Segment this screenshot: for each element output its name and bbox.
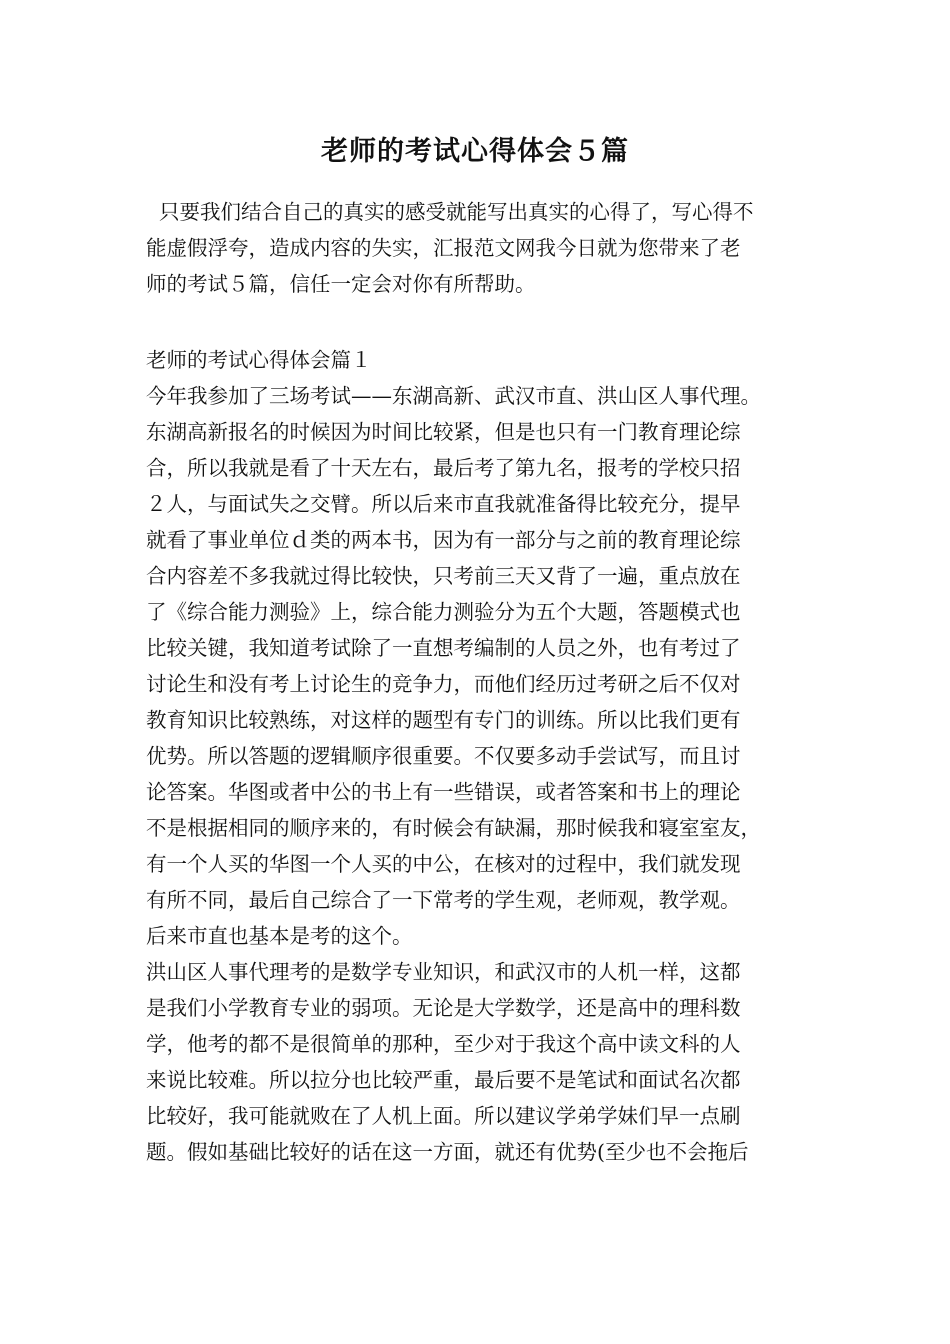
body-line: 有一个人买的华图一个人买的中公，在核对的过程中，我们就发现 xyxy=(146,852,741,876)
intro-paragraph xyxy=(146,194,826,302)
body-line: 讨论生和没有考上讨论生的竞争力，而他们经历过考研之后不仅对 xyxy=(146,672,741,696)
body-line: 比较好，我可能就败在了人机上面。所以建议学弟学妹们早一点刷 xyxy=(146,1104,741,1128)
body-line: 合内容差不多我就过得比较快，只考前三天又背了一遍，重点放在 xyxy=(146,564,741,588)
body-line: 后来市直也基本是考的这个。 xyxy=(146,924,413,948)
body-line: 优势。所以答题的逻辑顺序很重要。不仅要多动手尝试写，而且讨 xyxy=(146,744,741,768)
section-heading: 老师的考试心得体会篇１ xyxy=(146,348,372,372)
body-line: 论答案。华图或者中公的书上有一些错误，或者答案和书上的理论 xyxy=(146,780,741,804)
section-1 xyxy=(146,342,826,1170)
body-line: 不是根据相同的顺序来的，有时候会有缺漏，那时候我和寝室室友， xyxy=(146,816,761,840)
intro-line: 能虚假浮夸，造成内容的失实，汇报范文网我今日就为您带来了老 xyxy=(146,236,741,260)
intro-line: 师的考试５篇，信任一定会对你有所帮助。 xyxy=(146,272,536,296)
body-line: 洪山区人事代理考的是数学专业知识，和武汉市的人机一样，这都 xyxy=(146,960,741,984)
body-line: 题。假如基础比较好的话在这一方面，就还有优势(至少也不会拖后 xyxy=(146,1140,749,1164)
body-line: 今年我参加了三场考试——东湖高新、武汉市直、洪山区人事代理。 xyxy=(146,384,761,408)
body-line: 学，他考的都不是很简单的那种，至少对于我这个高中读文科的人 xyxy=(146,1032,741,1056)
body-line: 合，所以我就是看了十天左右，最后考了第九名，报考的学校只招 xyxy=(146,456,741,480)
body-line: 教育知识比较熟练，对这样的题型有专门的训练。所以比我们更有 xyxy=(146,708,741,732)
body-line: 就看了事业单位ｄ类的两本书，因为有一部分与之前的教育理论综 xyxy=(146,528,741,552)
body-line: 比较关键，我知道考试除了一直想考编制的人员之外，也有考过了 xyxy=(146,636,741,660)
document-title: 老师的考试心得体会５篇 xyxy=(321,136,629,167)
body-line: 来说比较难。所以拉分也比较严重，最后要不是笔试和面试名次都 xyxy=(146,1068,741,1092)
body-line: 有所不同，最后自己综合了一下常考的学生观，老师观，教学观。 xyxy=(146,888,741,912)
body-line: 了《综合能力测验》上，综合能力测验分为五个大题，答题模式也 xyxy=(146,600,741,624)
body-line: 是我们小学教育专业的弱项。无论是大学数学，还是高中的理科数 xyxy=(146,996,741,1020)
body-line: 东湖高新报名的时候因为时间比较紧，但是也只有一门教育理论综 xyxy=(146,420,741,444)
intro-line: 只要我们结合自己的真实的感受就能写出真实的心得了，写心得不 xyxy=(146,200,754,224)
body-line: ２人，与面试失之交臂。所以后来市直我就准备得比较充分，提早 xyxy=(146,492,741,516)
